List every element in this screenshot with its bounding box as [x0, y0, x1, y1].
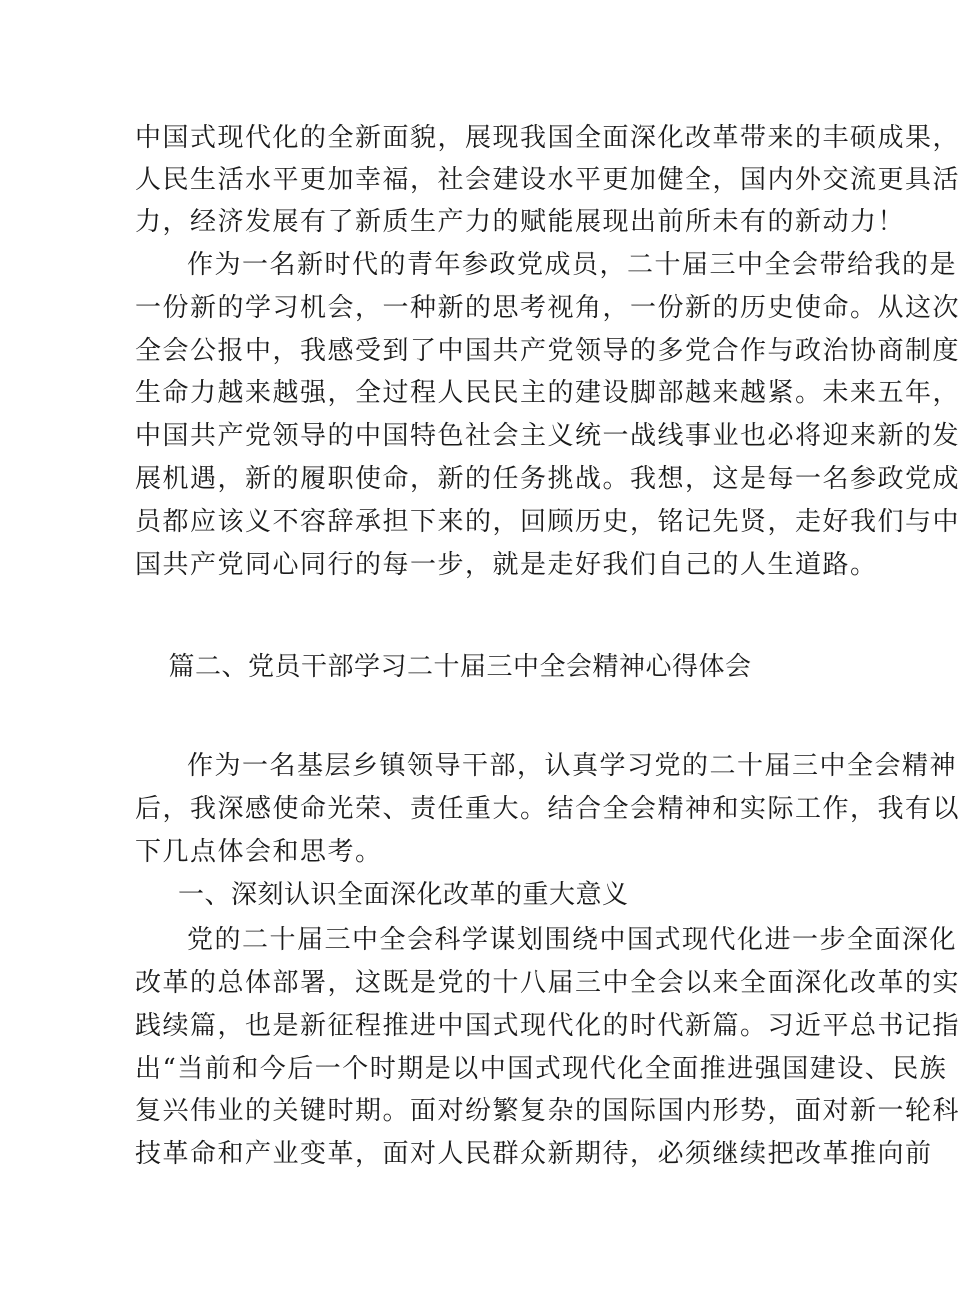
paragraph-line: 人民生活水平更加幸福，社会建设水平更加健全，国内外交流更具活	[135, 165, 960, 195]
paragraph-line: 党的二十届三中全会科学谋划围绕中国式现代化进一步全面深化	[187, 925, 958, 955]
paragraph-line: 一份新的学习机会，一种新的思考视角，一份新的历史使命。从这次	[135, 293, 960, 323]
paragraph-line: 员都应该义不容辞承担下来的，回顾历史，铭记先贤，走好我们与中	[135, 507, 960, 537]
paragraph-line: 下几点体会和思考。	[135, 837, 383, 867]
paragraph-line: 展机遇，新的履职使命，新的任务挑战。我想，这是每一名参政党成	[135, 464, 960, 494]
paragraph-line: 生命力越来越强，全过程人民民主的建设脚部越来越紧。未来五年，	[135, 378, 960, 408]
paragraph-line: 出“当前和今后一个时期是以中国式现代化全面推进强国建设、民族	[135, 1054, 948, 1084]
paragraph-line: 国共产党同心同行的每一步，就是走好我们自己的人生道路。	[135, 550, 878, 580]
paragraph-line: 全会公报中，我感受到了中国共产党领导的多党合作与政治协商制度	[135, 336, 960, 366]
paragraph-line: 后，我深感使命光荣、责任重大。结合全会精神和实际工作，我有以	[135, 794, 960, 824]
sub-heading: 一、深刻认识全面深化改革的重大意义	[178, 880, 629, 910]
section-title: 篇二、党员干部学习二十届三中全会精神心得体会	[168, 652, 752, 682]
paragraph-line: 作为一名新时代的青年参政党成员，二十届三中全会带给我的是	[187, 250, 958, 280]
paragraph-line: 改革的总体部署，这既是党的十八届三中全会以来全面深化改革的实	[135, 968, 960, 998]
paragraph-line: 力，经济发展有了新质生产力的赋能展现出前所未有的新动力！	[135, 207, 906, 237]
paragraph-line: 技革命和产业变革，面对人民群众新期待，必须继续把改革推向前	[135, 1139, 933, 1169]
paragraph-line: 中国式现代化的全新面貌，展现我国全面深化改革带来的丰硕成果，	[135, 123, 960, 153]
paragraph-line: 作为一名基层乡镇领导干部，认真学习党的二十届三中全会精神	[187, 751, 958, 781]
paragraph-line: 中国共产党领导的中国特色社会主义统一战线事业也必将迎来新的发	[135, 421, 960, 451]
paragraph-line: 复兴伟业的关键时期。面对纷繁复杂的国际国内形势，面对新一轮科	[135, 1096, 960, 1126]
paragraph-line: 践续篇，也是新征程推进中国式现代化的时代新篇。习近平总书记指	[135, 1011, 960, 1041]
